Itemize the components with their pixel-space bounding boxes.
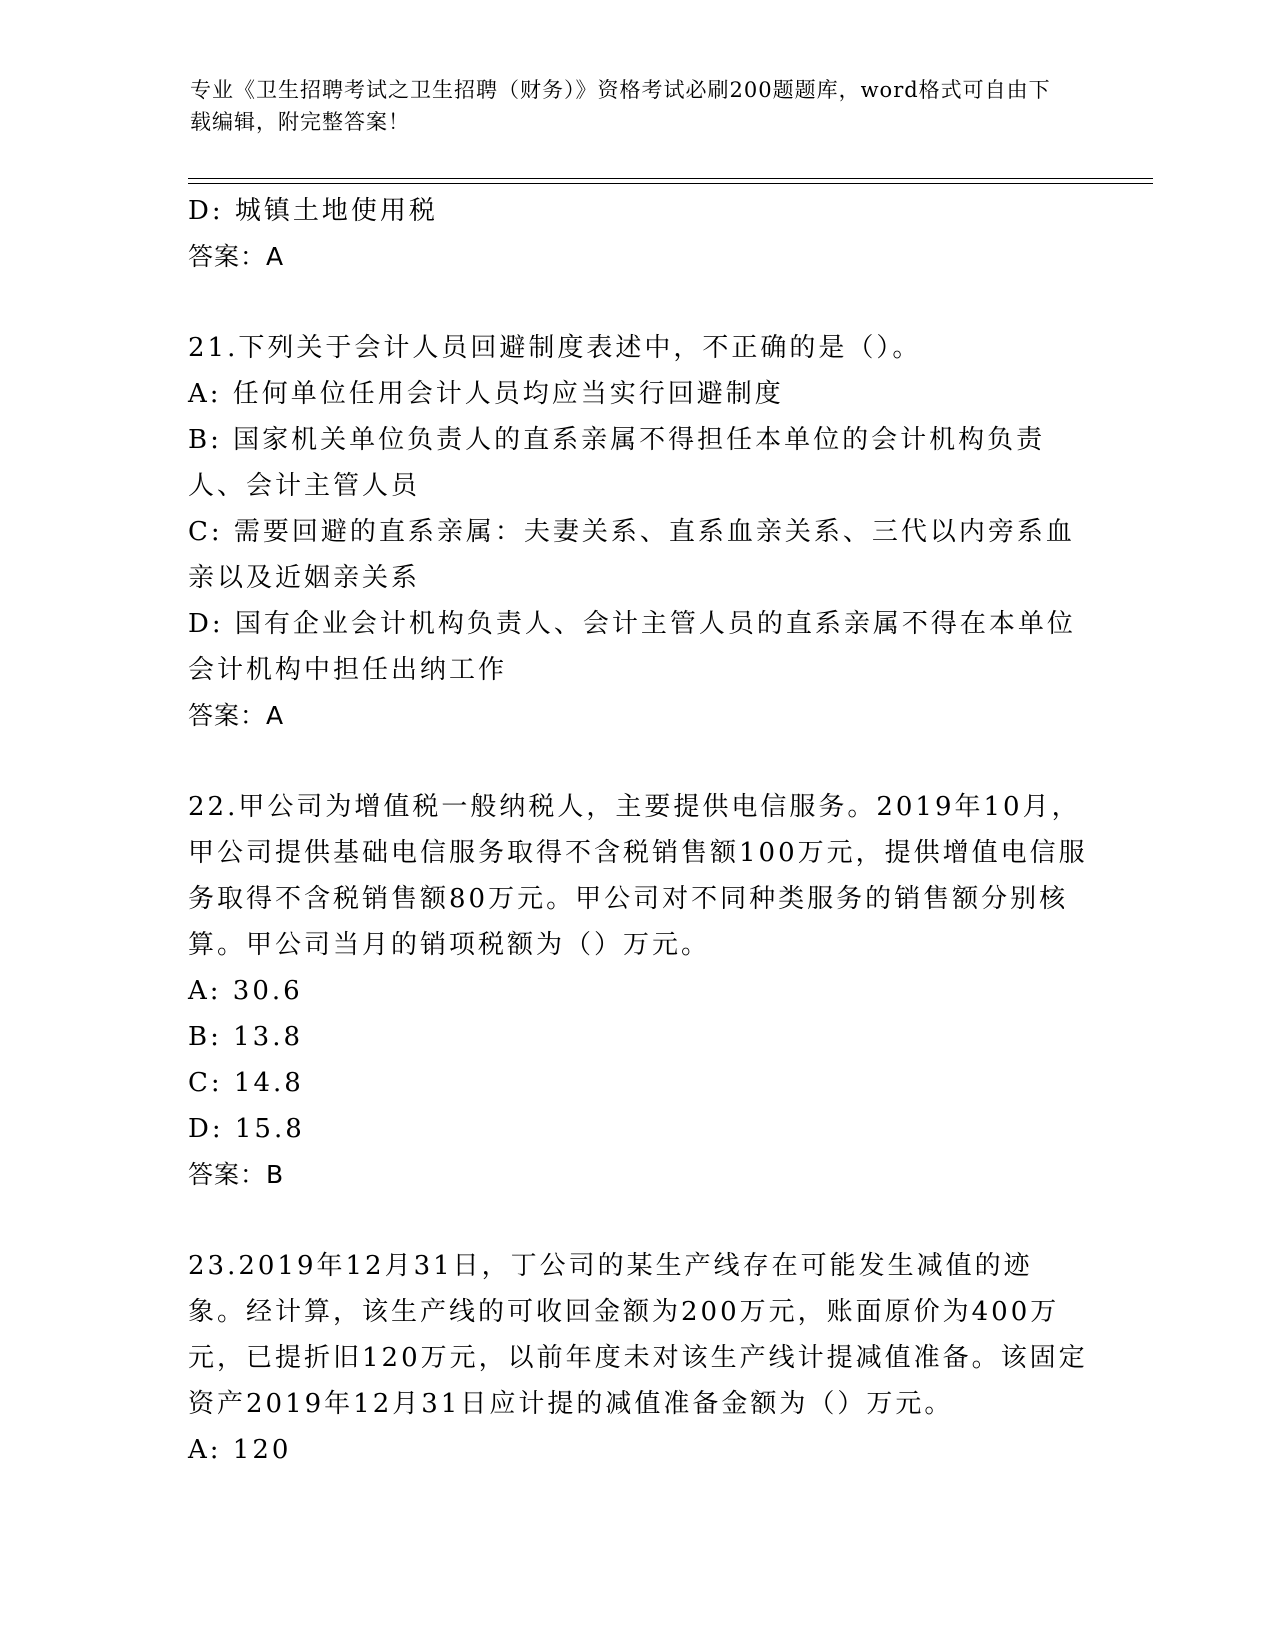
header-rule-bottom	[188, 183, 1153, 184]
q21-option-d: D: 国有企业会计机构负责人、会计主管人员的直系亲属不得在本单位会计机构中担任出纳工作	[188, 609, 1076, 685]
q21-stem: 21.下列关于会计人员回避制度表述中，不正确的是（）。	[188, 333, 922, 363]
prev-option-d: D: 城镇土地使用税	[188, 196, 438, 226]
spacer	[188, 280, 1088, 325]
q22-option-a: A: 30.6	[188, 976, 303, 1006]
header-rule-top	[188, 178, 1153, 179]
document-header: 专业《卫生招聘考试之卫生招聘（财务）》资格考试必刷200题题库，word格式可自由下载编辑，附完整答案！	[190, 78, 1051, 134]
spacer	[188, 1198, 1088, 1243]
q21-option-c: C: 需要回避的直系亲属：夫妻关系、直系血亲关系、三代以内旁系血亲以及近姻亲关系	[188, 517, 1075, 593]
q22-option-b: B: 13.8	[188, 1022, 304, 1052]
q22-option-c: C: 14.8	[188, 1068, 304, 1098]
q21-answer: 答案：A	[188, 701, 285, 730]
q22-option-d: D: 15.8	[188, 1114, 305, 1144]
spacer	[188, 739, 1088, 784]
question-content	[188, 188, 1088, 1473]
q21-option-a: A: 任何单位任用会计人员均应当实行回避制度	[188, 379, 784, 409]
q22-answer: 答案：B	[188, 1160, 285, 1189]
q21-option-b: B: 国家机关单位负责人的直系亲属不得担任本单位的会计机构负责人、会计主管人员	[188, 425, 1046, 501]
q23-stem: 23.2019年12月31日，丁公司的某生产线存在可能发生减值的迹象。经计算，该生产线的可收回金额为200万元，账面原价为400万元，已提折旧120万元，以前年度未对该生产线计提减值准备。该固定资产2019年12月31日应计提的减值准备金额为（）万元。	[188, 1251, 1088, 1419]
q22-stem: 22.甲公司为增值税一般纳税人，主要提供电信服务。2019年10月，甲公司提供基础电信服务取得不含税销售额100万元，提供增值电信服务取得不含税销售额80万元。甲公司对不同种类服务的销售额分别核算。甲公司当月的销项税额为（）万元。	[188, 792, 1088, 960]
prev-answer: 答案：A	[188, 242, 285, 271]
q23-option-a: A: 120	[188, 1435, 292, 1465]
